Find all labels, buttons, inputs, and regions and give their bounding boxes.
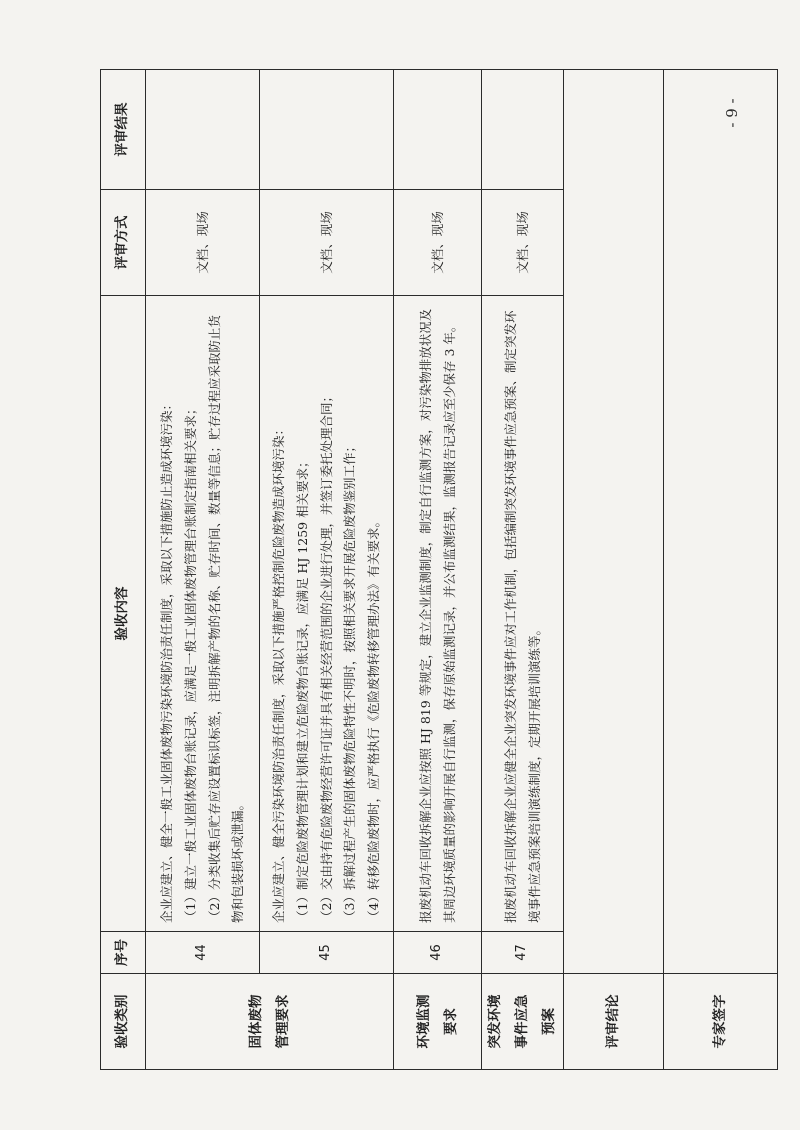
method-cell: 文档、现场	[260, 190, 394, 296]
table-row	[146, 70, 260, 1070]
seq-cell: 45	[260, 932, 394, 974]
rotated-table-wrapper	[100, 70, 768, 1070]
category-line: 事件应急	[514, 994, 530, 1049]
category-solid-waste	[146, 974, 394, 1070]
method-cell: 文档、现场	[394, 190, 482, 296]
category-line: 要求	[442, 1008, 459, 1035]
content-paragraph: 报废机动车回收拆解企业应健全企业突发环境事件应对工作机制，包括编制突发环境事件应急预案、制定突发环境事件应急预案培训演练制度，定期开展培训演练等。	[502, 310, 542, 923]
result-cell	[482, 70, 564, 190]
header-category: 验收类别	[101, 974, 146, 1070]
signature-label: 专家签字	[664, 974, 778, 1070]
table-row	[394, 70, 482, 1070]
content-paragraph: 企业应建立、健全污染环境防治责任制度，采取以下措施严格控制危险废物造成环境污染：	[271, 422, 287, 923]
category-env-monitoring	[394, 974, 482, 1070]
category-line: 突发环境	[487, 994, 503, 1049]
method-cell: 文档、现场	[482, 190, 564, 296]
content-cell	[146, 296, 260, 932]
content-paragraph: （2）分类收集后贮存应设置标识标签，注明拆解产物的名称、贮存时间、数量等信息；贮存过程应采取防止货物和包装损坏或泄漏。	[206, 315, 246, 923]
seq-cell: 44	[146, 932, 260, 974]
category-line: 预案	[541, 1008, 557, 1035]
result-cell	[260, 70, 394, 190]
category-line: 固体废物	[247, 994, 264, 1049]
result-cell	[146, 70, 260, 190]
content-paragraph: 企业应建立、健全一般工业固体废物污染环境防治责任制度，采取以下措施防止造成环境污染：	[159, 397, 174, 923]
acceptance-table	[100, 69, 778, 1070]
content-paragraph: 报废机动车回收拆解企业应按照 HJ 819 等规定，建立企业监测制度，制定自行监测方案，对污染物排放状况及其周边环境质量的影响开展自行监测，保存原始监测记录，并公布监测结果，监测报告记录应至少保存 3 年。	[417, 308, 457, 923]
content-paragraph: （1）制定危险废物管理计划和建立危险废物台账记录，应满足 HJ 1259 相关要求；	[294, 455, 310, 923]
content-paragraph: （3）拆解过程产生的固体废物危险特性不明时，按照相关要求开展危险废物鉴别工作；	[342, 440, 358, 923]
seq-cell: 47	[482, 932, 564, 974]
content-cell	[394, 296, 482, 932]
seq-cell: 46	[394, 932, 482, 974]
header-seq: 序号	[101, 932, 146, 974]
header-result: 评审结果	[101, 70, 146, 190]
conclusion-field	[564, 70, 664, 974]
header-content: 验收内容	[101, 296, 146, 932]
table-row	[260, 70, 394, 1070]
content-cell	[260, 296, 394, 932]
category-emergency	[482, 974, 564, 1070]
category-line: 环境监测	[415, 994, 432, 1049]
content-paragraph: （1）建立一般工业固体废物台账记录，应满足一般工业固体废物管理台账制定指南相关要求；	[182, 402, 198, 923]
header-row	[101, 70, 146, 1070]
signature-row	[664, 70, 778, 1070]
conclusion-row	[564, 70, 664, 1070]
table-row	[482, 70, 564, 1070]
content-cell	[482, 296, 564, 932]
content-paragraph: （4）转移危险废物时，应严格执行《危险废物转移管理办法》有关要求。	[366, 515, 382, 923]
page-number: - 9 -	[723, 98, 741, 128]
header-method: 评审方式	[101, 190, 146, 296]
method-cell: 文档、现场	[146, 190, 260, 296]
result-cell	[394, 70, 482, 190]
signature-field	[664, 70, 778, 974]
content-paragraph: （2）交由持有危险废物经营许可证并具有相关经营范围的企业进行处理，并签订委托处理合同；	[318, 390, 334, 923]
conclusion-label: 评审结论	[564, 974, 664, 1070]
category-line: 管理要求	[274, 994, 291, 1049]
